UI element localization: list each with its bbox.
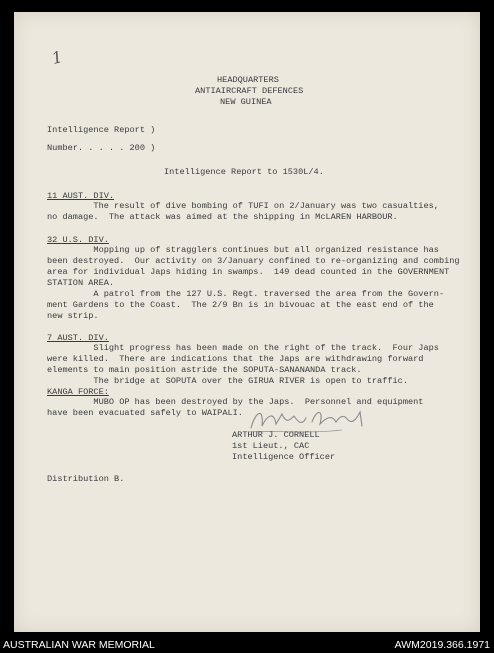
footer-institution: AUSTRALIAN WAR MEMORIAL — [3, 639, 155, 651]
section-text-line: been destroyed. Our activity on 3/January confined to re-organizing and combing — [47, 256, 460, 266]
footer-accession-number: AWM2019.366.1971 — [394, 639, 490, 651]
section-heading-7-aust-div: 7 AUST. DIV. — [47, 333, 109, 343]
letterhead-line-3: NEW GUINEA — [220, 97, 272, 107]
distribution: Distribution B. — [47, 474, 125, 484]
section-text-line: Mopping up of stragglers continues but all organized resistance has — [47, 245, 439, 255]
report-title: Intelligence Report to 1530L/4. — [164, 167, 324, 177]
section-heading-11-aust-div: 11 AUST. DIV. — [47, 191, 115, 201]
section-heading-32-us-div: 32 U.S. DIV. — [47, 235, 109, 245]
section-text-line: A patrol from the 127 U.S. Regt. traversed the area from the Govern- — [47, 289, 445, 299]
section-text-line: MUBO OP has been destroyed by the Japs. Personnel and equipment — [47, 397, 424, 407]
section-heading-kanga-force: KANGA FORCE: — [47, 387, 109, 397]
report-meta-line-1: Intelligence Report ) — [47, 125, 156, 135]
section-text-line: area for individual Japs hiding in swamps. 149 dead counted in the GOVERNMENT — [47, 267, 450, 277]
section-text-line: STATION AREA. — [47, 278, 115, 288]
letterhead-line-1: HEADQUARTERS — [217, 75, 279, 85]
signatory-rank: 1st Lieut., CAC — [232, 441, 310, 451]
signatory-name: ARTHUR J. CORNELL — [232, 430, 320, 440]
signatory-role: Intelligence Officer — [232, 452, 336, 462]
section-text-line: elements to main position astride the SOPUTA-SANANANDA track. — [47, 365, 362, 375]
page-mark: 1 — [49, 47, 65, 68]
section-text-line: Slight progress has been made on the right of the track. Four Japs — [47, 343, 439, 353]
letterhead-line-2: ANTIAIRCRAFT DEFENCES — [195, 86, 304, 96]
section-text-line: The bridge at SOPUTA over the GIRUA RIVER is open to traffic. — [47, 376, 408, 386]
document-page — [14, 12, 480, 632]
section-text-line: were killed. There are indications that the Japs are withdrawing forward — [47, 354, 424, 364]
section-text-line: The result of dive bombing of TUFI on 2/January was two casualties, — [47, 201, 439, 211]
section-text-line: have been evacuated safely to WAIPALI. — [47, 408, 243, 418]
section-text-line: new strip. — [47, 311, 99, 321]
report-meta-line-2: Number. . . . . 200 ) — [47, 143, 156, 153]
section-text-line: no damage. The attack was aimed at the shipping in McLAREN HARBOUR. — [47, 212, 398, 222]
section-text-line: ment Gardens to the Coast. The 2/9 Bn is in bivouac at the east end of the — [47, 300, 434, 310]
